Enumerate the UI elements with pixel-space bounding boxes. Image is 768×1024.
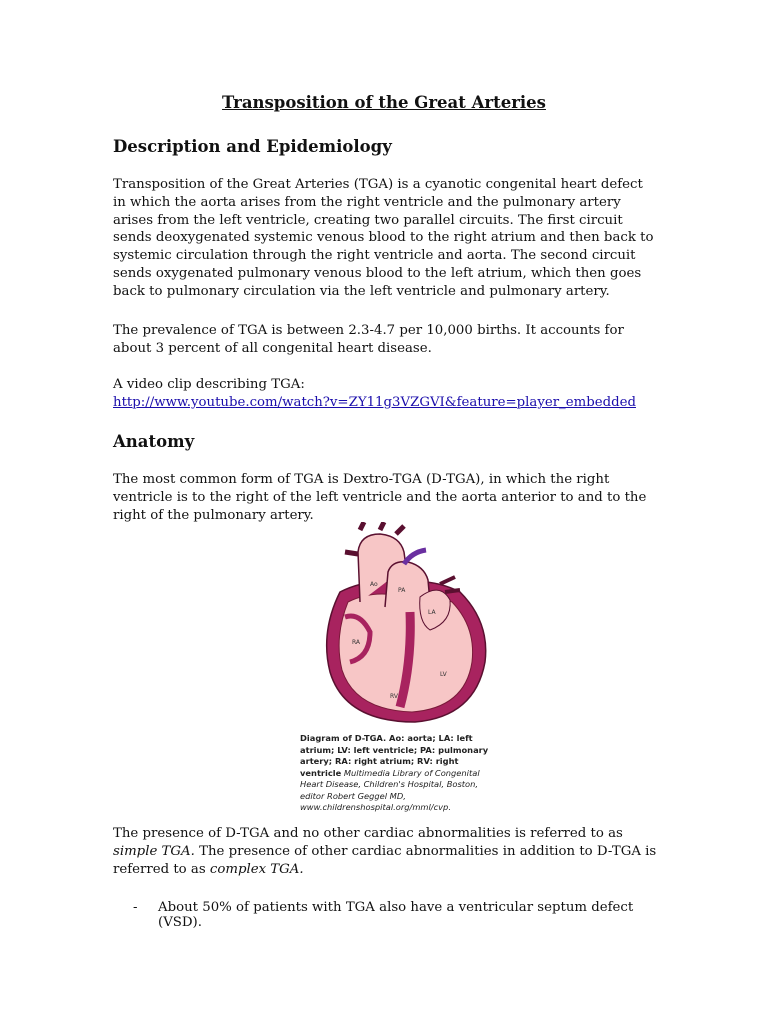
document-title: Transposition of the Great Arteries	[222, 93, 546, 112]
caption-text: Diagram of D-TGA. Ao: aorta; LA: left atrium; LV: left ventricle; PA: pulmonary artery; RA: right atrium; RV: right ventricle	[300, 733, 489, 778]
paragraph-prevalence: The prevalence of TGA is between 2.3-4.7 per 10,000 births. It accounts for about 3 percent of all congenital heart disease.	[113, 323, 624, 356]
simple-complex-text-b: The presence of other cardiac abnormalities in addition to D-TGA is referred to as	[113, 843, 657, 877]
simple-tga-term: simple TGA.	[113, 843, 195, 859]
label-pa: PA	[398, 587, 406, 594]
figure-caption	[300, 733, 500, 814]
caption-source: Multimedia Library of Congenital Heart Disease, Children's Hospital, Boston, editor Robert Geggel MD, www.childrenshospital.org/mml/cvp.	[300, 767, 480, 812]
paragraph-simple-complex	[113, 825, 658, 878]
paragraph-description: Transposition of the Great Arteries (TGA) is a cyanotic congenital heart defect in which the aorta arises from the right ventricle and the pulmonary artery arises from the left ventricle, creating two parallel circuits. The first circuit sends deoxygenated systemic venous blood to the right atrium and then back to systemic circulation through the right ventricle and aorta. The second circuit sends oxygenated pulmonary venous blood to the left atrium, which then goes back to pulmonary circulation via the left ventricle and pulmonary artery.	[113, 177, 654, 299]
bullet-vsd: About 50% of patients with TGA also have a ventricular septum defect (VSD).	[158, 900, 634, 930]
heading-anatomy: Anatomy	[113, 432, 195, 451]
paragraph-anatomy: The most common form of TGA is Dextro-TGA (D-TGA), in which the right ventricle is to the right of the left ventricle and the aorta anterior to and to the right of the pulmonary artery.	[113, 472, 647, 523]
bullet-marker: -	[133, 900, 138, 915]
label-la: LA	[428, 609, 436, 616]
video-link[interactable]: http://www.youtube.com/watch?v=ZY11g3VZGVI&feature=player_embedded	[113, 395, 636, 410]
label-lv: LV	[440, 671, 447, 678]
label-ra: RA	[352, 639, 361, 646]
heading-description-epidemiology: Description and Epidemiology	[113, 137, 392, 156]
video-label: A video clip describing TGA:	[113, 377, 305, 392]
heart-diagram	[300, 522, 500, 732]
label-ao: Ao	[370, 581, 378, 588]
ductus	[404, 550, 426, 564]
video-paragraph	[113, 394, 658, 412]
label-rv: RV	[390, 693, 398, 700]
complex-tga-term: complex TGA.	[209, 861, 304, 877]
simple-complex-text-a: The presence of D-TGA and no other cardiac abnormalities is referred to as	[113, 826, 623, 841]
